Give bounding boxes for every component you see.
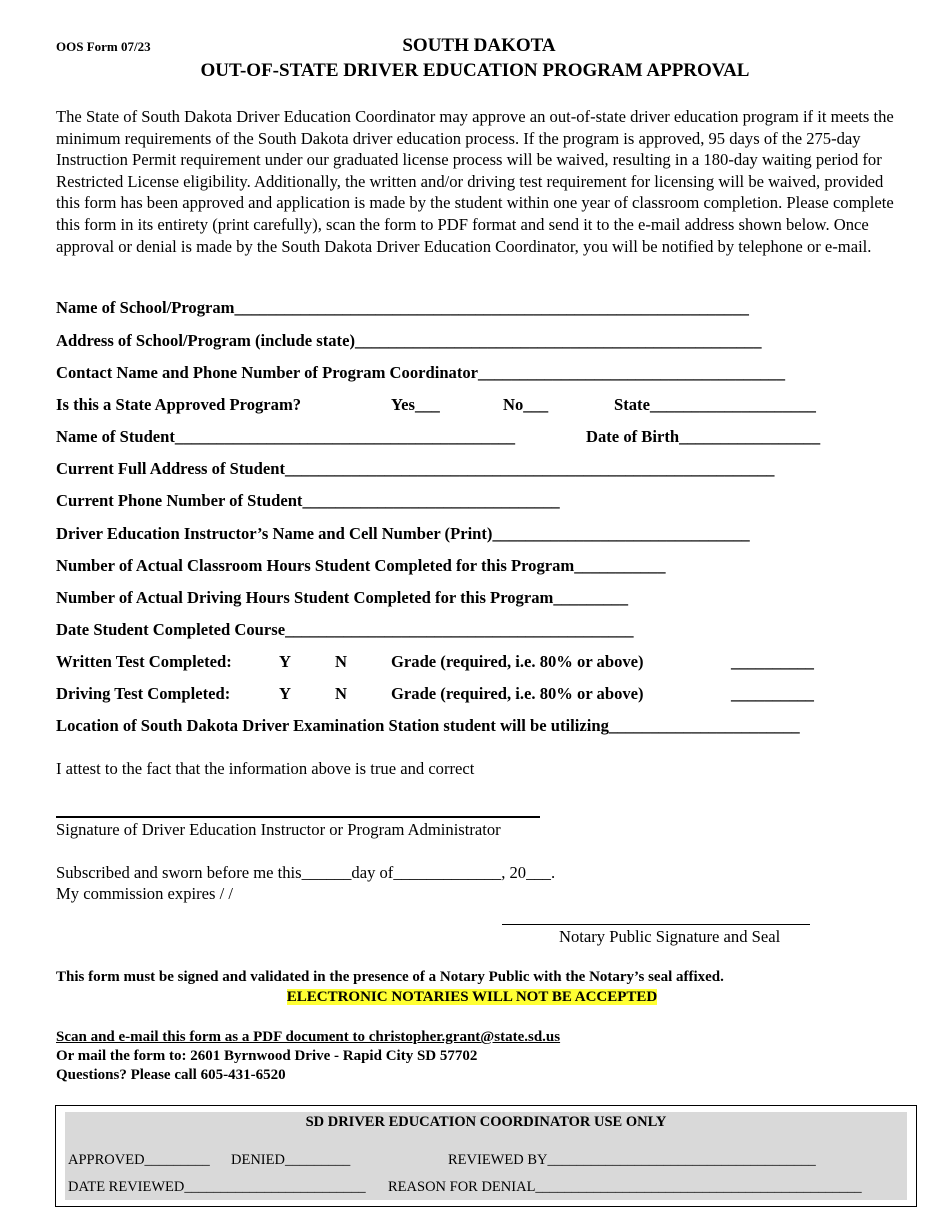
form-code: OOS Form 07/23 [56,39,151,54]
state-approved-no-field[interactable]: No___ [503,395,549,414]
form-title: OUT-OF-STATE DRIVER EDUCATION PROGRAM APPROVAL [200,60,750,81]
school-address-field[interactable]: Address of School/Program (include state)_________________________________________________ [56,331,762,350]
exam-station-field[interactable]: Location of South Dakota Driver Examination Station student will be utilizing_______________________ [56,716,800,735]
instructor-field[interactable]: Driver Education Instructor’s Name and Cell Number (Print)_______________________________ [56,524,750,543]
state-title: SOUTH DAKOTA [402,35,556,56]
driving-grade-field[interactable]: __________ [731,684,814,703]
commission-expires[interactable]: My commission expires / / [56,884,233,903]
intro-paragraph: The State of South Dakota Driver Education Coordinator may approve an out-of-state driver education program if it meets the minimum requirements of the South Dakota driver education process. If the program is approved, 95 days of the 275-day Instruction Permit requirement under our graduated license process will be waived, resulting in a 180-day waiting period for Restricted License eligibility. Additionally, the written and/or driving test requirement for licensing will be waived, provided this form has been approved and application is made by the student within one year of classroom completion. Please complete this form in its entirety (print carefully), scan the form to PDF format and send it to the e-mail address shown below. Once approval or denial is made by the South Dakota Driver Education Coordinator, you will be notified by telephone or e-mail. [56,107,894,256]
phone-instructions: Questions? Please call 605-431-6520 [56,1067,286,1083]
notary-label: Notary Public Signature and Seal [559,927,781,946]
date-of-birth-field[interactable]: Date of Birth_________________ [586,427,821,446]
admin-use-box [55,1105,917,1207]
student-name-field[interactable]: Name of Student_________________________________________ [56,427,516,446]
email-instructions[interactable]: Scan and e-mail this form as a PDF document to christopher.grant@state.sd.us [56,1029,561,1045]
attest-statement: I attest to the fact that the information above is true and correct [56,759,475,778]
driving-grade-label: Grade (required, i.e. 80% or above) [391,684,644,703]
driving-test-label: Driving Test Completed: [56,684,231,703]
signature-line[interactable] [56,816,540,818]
date-reviewed-field[interactable]: DATE REVIEWED_________________________ [68,1179,366,1195]
mail-instructions: Or mail the form to: 2601 Byrnwood Drive - Rapid City SD 57702 [56,1048,478,1064]
student-address-field[interactable]: Current Full Address of Student___________________________________________________________ [56,459,775,478]
written-test-yes[interactable]: Y [279,652,291,671]
approving-state-field[interactable]: State____________________ [614,395,816,414]
coordinator-field[interactable]: Contact Name and Phone Number of Program Coordinator_____________________________________ [56,363,786,382]
written-grade-label: Grade (required, i.e. 80% or above) [391,652,644,671]
state-approved-yes-field[interactable]: Yes___ [391,395,440,414]
notary-signature-line[interactable] [502,924,810,925]
driving-test-no[interactable]: N [335,684,347,703]
school-name-field[interactable]: Name of School/Program______________________________________________________________ [56,298,749,317]
electronic-notaries-warning: ELECTRONIC NOTARIES WILL NOT BE ACCEPTED [286,989,658,1005]
student-phone-field[interactable]: Current Phone Number of Student_______________________________ [56,491,560,510]
sworn-statement[interactable]: Subscribed and sworn before me this______day of_____________, 20___. [56,863,556,882]
written-test-no[interactable]: N [335,652,347,671]
admin-title: SD DRIVER EDUCATION COORDINATOR USE ONLY [305,1114,667,1130]
reviewed-by-field[interactable]: REVIEWED BY_____________________________________ [448,1152,816,1168]
written-grade-field[interactable]: __________ [731,652,814,671]
notary-required-notice: This form must be signed and validated in the presence of a Notary Public with the Notary’s seal affixed. [56,969,724,985]
denial-reason-field[interactable]: REASON FOR DENIAL_____________________________________________ [388,1179,862,1195]
classroom-hours-field[interactable]: Number of Actual Classroom Hours Student Completed for this Program___________ [56,556,666,575]
signature-label: Signature of Driver Education Instructor or Program Administrator [56,820,501,839]
driving-hours-field[interactable]: Number of Actual Driving Hours Student Completed for this Program_________ [56,588,629,607]
written-test-label: Written Test Completed: [56,652,232,671]
driving-test-yes[interactable]: Y [279,684,291,703]
completion-date-field[interactable]: Date Student Completed Course__________________________________________ [56,620,634,639]
denied-field[interactable]: DENIED_________ [231,1152,351,1168]
state-approved-label: Is this a State Approved Program? [56,395,302,414]
approved-field[interactable]: APPROVED_________ [68,1152,210,1168]
admin-use-panel [65,1112,907,1200]
electronic-notice-wrap [0,989,944,1006]
